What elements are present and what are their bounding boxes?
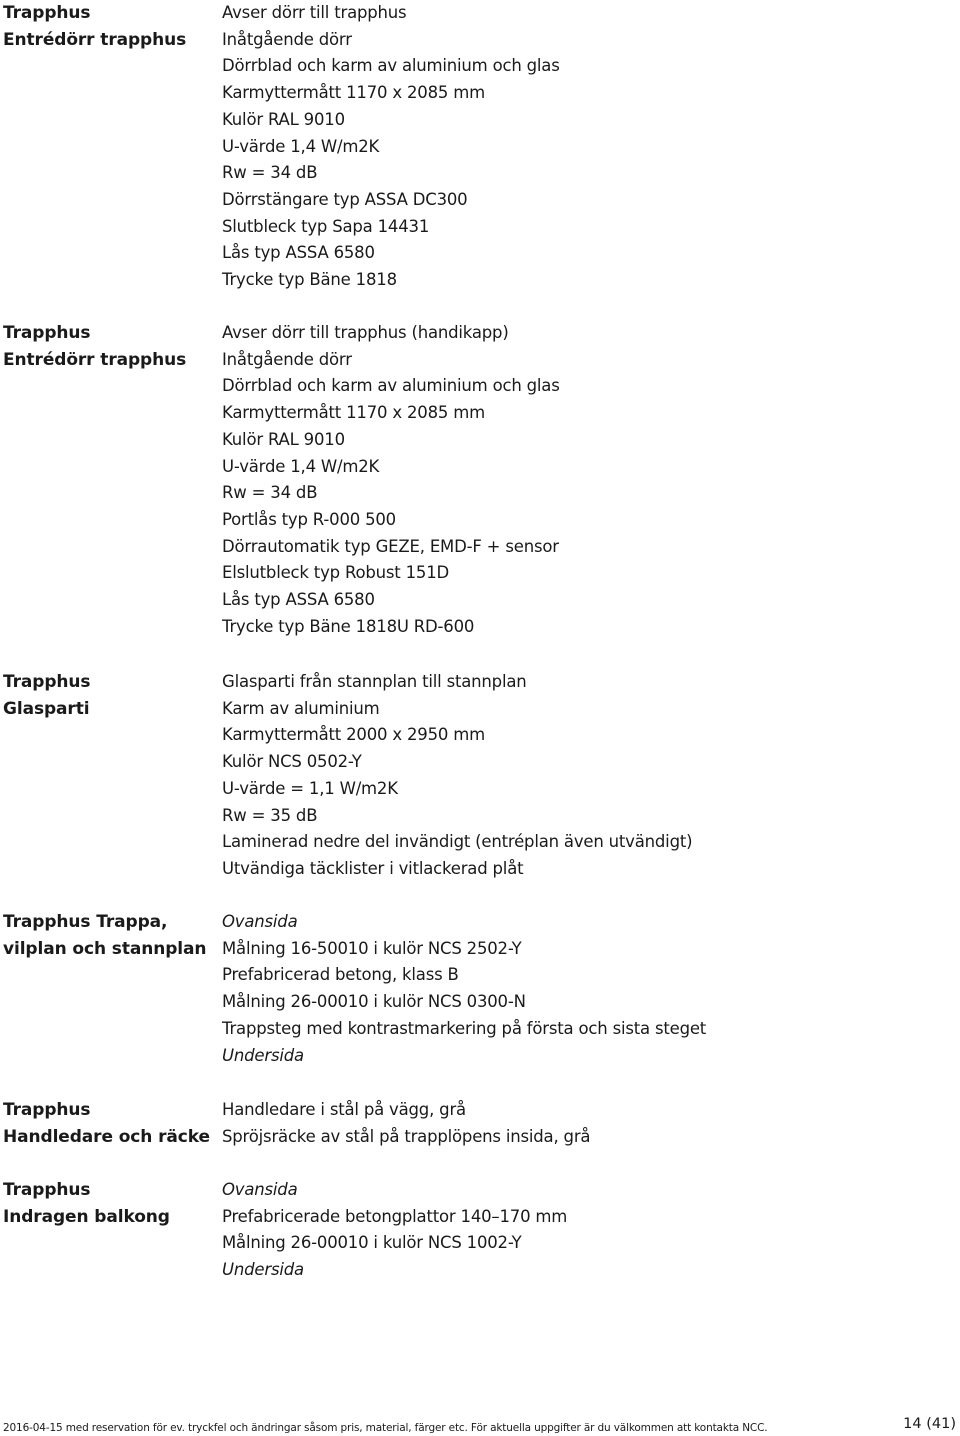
section-label-line: Handledare och räcke [3,1126,210,1147]
spec-line: Karmyttermått 2000 x 2950 mm [222,725,485,745]
spec-line: Målning 26-00010 i kulör NCS 0300-N [222,992,526,1012]
section-label-line: Indragen balkong [3,1206,170,1227]
spec-line: U-värde = 1,1 W/m2K [222,778,398,798]
spec-subheading: Ovansida [222,912,298,931]
spec-line: Spröjsräcke av stål på trapplöpens insida, grå [222,1126,591,1146]
spec-line: Avser dörr till trapphus (handikapp) [222,323,509,342]
spec-line: Avser dörr till trapphus [222,3,407,22]
section-label-line: Entrédörr trapphus [3,349,187,370]
spec-line: Lås typ ASSA 6580 [222,590,375,610]
section-label-line: Trapphus [3,1180,91,1200]
spec-subheading: Undersida [222,1260,304,1280]
section-label [3,320,218,373]
spec-line: Trycke typ Bäne 1818U RD-600 [222,616,475,636]
section-spec-lines [222,1097,952,1150]
spec-line: Portlås typ R-000 500 [222,509,396,529]
section-label [3,1097,218,1150]
spec-subheading: Undersida [222,1045,304,1065]
spec-line: Målning 16-50010 i kulör NCS 2502-Y [222,938,522,958]
section-spec-lines [222,320,952,640]
spec-line: Karmyttermått 1170 x 2085 mm [222,403,485,423]
page-footer [0,1416,960,1436]
spec-line: Karmyttermått 1170 x 2085 mm [222,83,485,103]
spec-line: Dörrblad och karm av aluminium och glas [222,376,560,396]
spec-line: Dörrblad och karm av aluminium och glas [222,56,560,76]
spec-line: Lås typ ASSA 6580 [222,243,375,263]
section-spec-lines [222,0,952,294]
section-label-line: Trapphus Trappa, [3,912,168,932]
spec-line: Kulör RAL 9010 [222,429,345,449]
section-label [3,669,218,722]
spec-line: Dörrstängare typ ASSA DC300 [222,189,468,209]
section-label [3,1177,218,1230]
section-label-line: vilplan och stannplan [3,938,207,959]
page-number: 14 (41) [903,1416,956,1432]
section-label-line: Trapphus [3,672,91,692]
section-label-line: Trapphus [3,1100,91,1120]
spec-line: Glasparti från stannplan till stannplan [222,672,527,691]
spec-line: U-värde 1,4 W/m2K [222,136,380,156]
spec-line: Målning 26-00010 i kulör NCS 1002-Y [222,1233,522,1253]
footer-disclaimer: 2016-04-15 med reservation för ev. tryckfel och ändringar såsom pris, material, färger etc. För aktuella uppgifter är du välkommen att kontakta NCC. [3,1422,768,1434]
section-spec-lines [222,669,952,883]
spec-line: Dörrautomatik typ GEZE, EMD-F + sensor [222,536,559,556]
spec-line: U-värde 1,4 W/m2K [222,456,380,476]
section-label [3,909,218,962]
section-spec-lines [222,1177,952,1284]
section-label [3,0,218,53]
spec-line: Trappsteg med kontrastmarkering på första och sista steget [222,1018,707,1038]
spec-subheading: Ovansida [222,1180,298,1199]
spec-line: Kulör RAL 9010 [222,109,345,129]
spec-line: Karm av aluminium [222,698,380,718]
spec-line: Prefabricerade betongplattor 140–170 mm [222,1206,568,1226]
spec-line: Inåtgående dörr [222,29,352,49]
spec-line: Slutbleck typ Sapa 14431 [222,216,430,236]
spec-line: Inåtgående dörr [222,349,352,369]
spec-line: Laminerad nedre del invändigt (entréplan även utvändigt) [222,832,693,852]
spec-line: Kulör NCS 0502-Y [222,752,362,772]
spec-line: Rw = 35 dB [222,805,318,825]
section-label-line: Trapphus [3,3,91,23]
spec-line: Prefabricerad betong, klass B [222,965,459,985]
spec-line: Elslutbleck typ Robust 151D [222,563,450,583]
spec-line: Rw = 34 dB [222,483,318,503]
spec-line: Rw = 34 dB [222,163,318,183]
section-spec-lines [222,909,952,1069]
section-label-line: Trapphus [3,323,91,343]
spec-line: Trycke typ Bäne 1818 [222,270,397,290]
spec-line: Utvändiga täcklister i vitlackerad plåt [222,858,524,878]
spec-line: Handledare i stål på vägg, grå [222,1100,466,1119]
section-label-line: Entrédörr trapphus [3,29,187,50]
section-label-line: Glasparti [3,698,90,719]
